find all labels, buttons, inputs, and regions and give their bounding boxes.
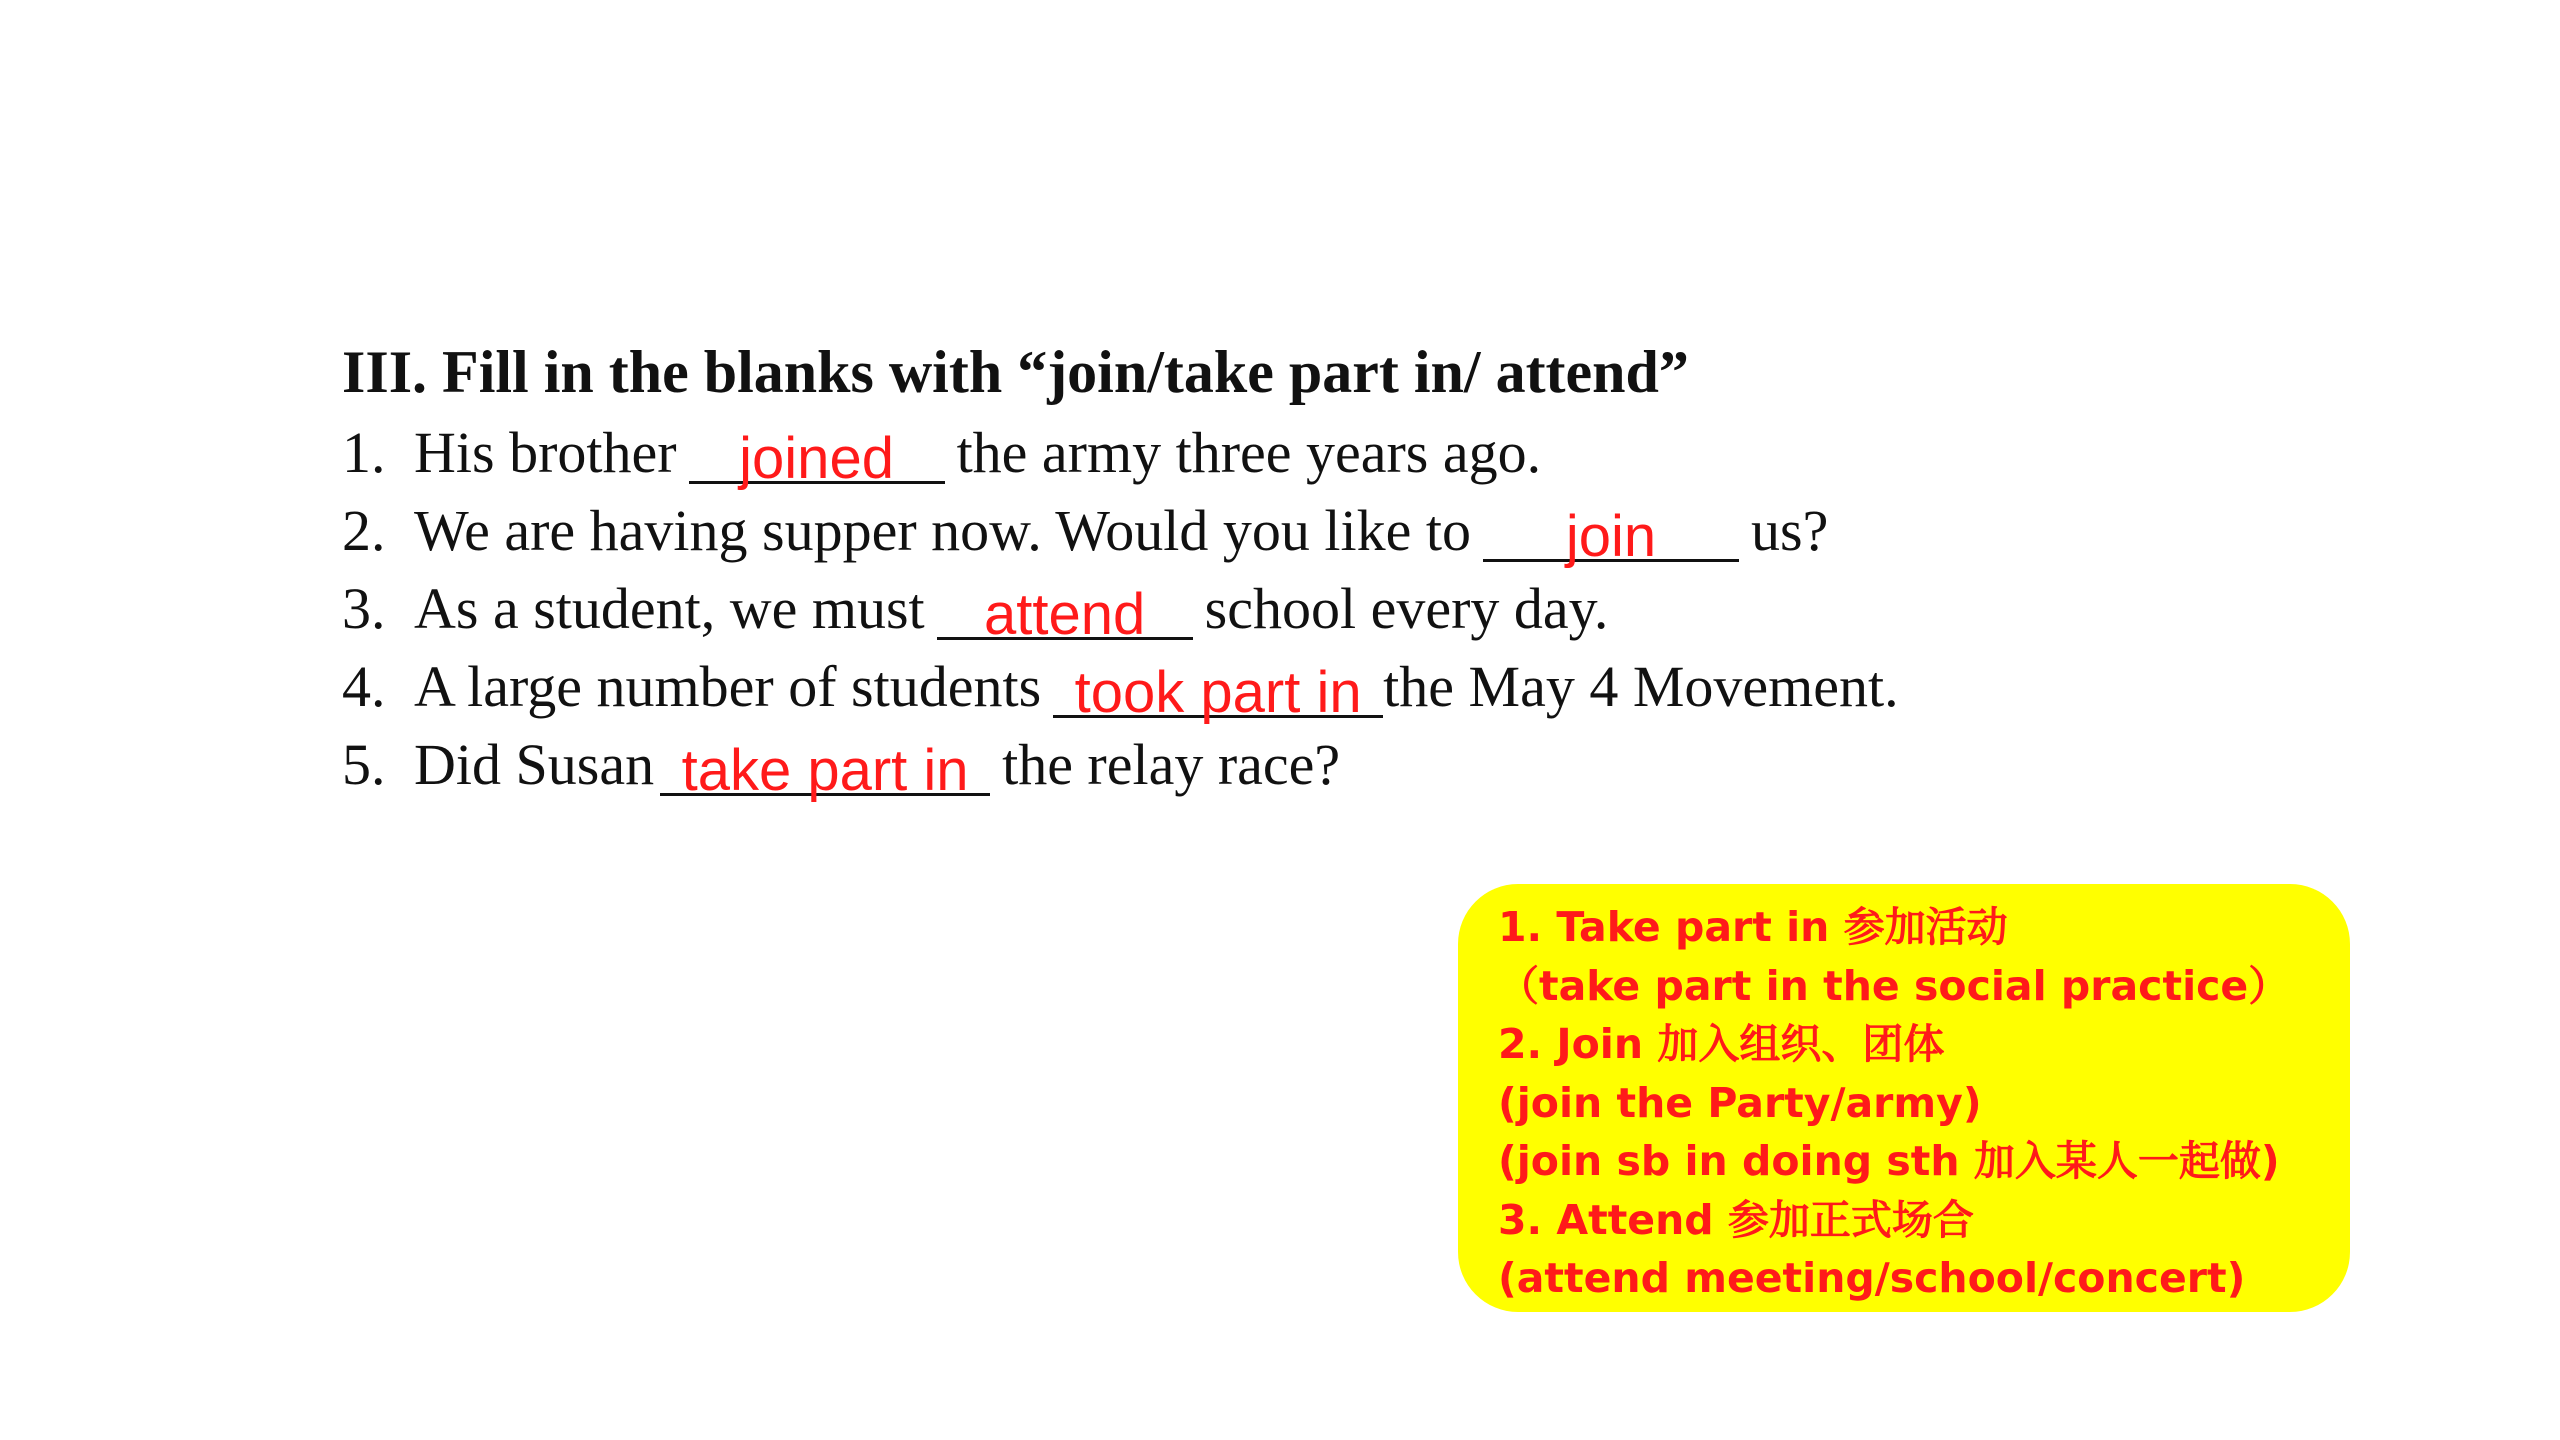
item-number: 1. <box>342 420 386 485</box>
answer-text: take part in <box>681 738 969 803</box>
item-text-before: We are having supper now. Would you like to <box>414 498 1471 563</box>
exercise-item-4 <box>342 648 2242 726</box>
answer-text: attend <box>984 582 1146 647</box>
note-line-join-sb-example: (join sb in doing sth 加入某人一起做) <box>1498 1137 2280 1185</box>
usage-note-box <box>1458 884 2350 1312</box>
note-line-join-example: (join the Party/army) <box>1498 1078 1982 1127</box>
item-number: 3. <box>342 576 386 641</box>
exercise-item-3 <box>342 570 2242 648</box>
exercise-item-2 <box>342 492 2242 570</box>
exercise-item-1 <box>342 414 2242 492</box>
answer-text: took part in <box>1074 660 1362 725</box>
item-text-after: the army three years ago. <box>956 420 1542 485</box>
item-number: 5. <box>342 732 386 797</box>
item-text-before: A large number of students <box>414 654 1042 719</box>
item-text-after: the May 4 Movement. <box>1383 654 1899 719</box>
exercise-title: III. Fill in the blanks with “join/take part in/ attend” <box>342 339 1689 405</box>
answer-blank <box>1483 503 1739 569</box>
answer-blank <box>937 581 1193 647</box>
note-line-attend: 3. Attend 参加正式场合 <box>1498 1195 1974 1244</box>
exercise-block <box>342 336 2242 804</box>
item-text-after: the relay race? <box>1002 732 1341 797</box>
note-line-attend-example: (attend meeting/school/concert) <box>1498 1254 2246 1302</box>
item-text-before: His brother <box>414 420 677 485</box>
answer-text: join <box>1565 504 1657 569</box>
exercise-item-5 <box>342 726 2242 804</box>
item-text-after: us? <box>1751 498 1829 563</box>
note-line-take-part-in-example: （take part in the social practice） <box>1498 961 2290 1010</box>
item-text-before: Did Susan <box>414 732 655 797</box>
note-line-join: 2. Join 加入组织、团体 <box>1498 1020 1945 1068</box>
answer-text: joined <box>739 426 894 491</box>
answer-blank <box>689 425 945 491</box>
answer-blank <box>660 737 990 803</box>
item-number: 4. <box>342 654 386 719</box>
item-number: 2. <box>342 498 386 563</box>
item-text-after: school every day. <box>1204 576 1609 641</box>
note-line-take-part-in: 1. Take part in 参加活动 <box>1498 903 2008 951</box>
answer-blank <box>1053 659 1383 725</box>
exercise-list <box>342 414 2242 804</box>
item-text-before: As a student, we must <box>414 576 925 641</box>
